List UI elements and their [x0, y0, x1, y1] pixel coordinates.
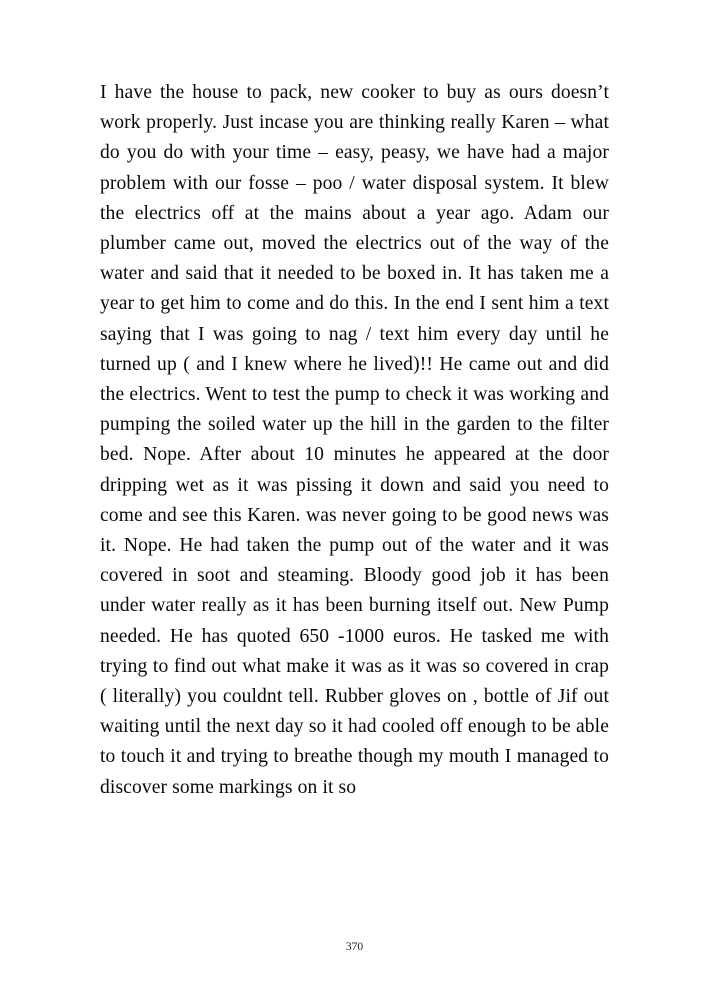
page-number: 370	[345, 941, 364, 953]
body-text	[100, 78, 609, 803]
body-paragraph: I have the house to pack, new cooker to buy as ours doesn’t work properly. Just incase you are thinking really Karen – what do you do with your time – easy, peasy, we have had a major problem with our fosse – poo / water disposal system. It blew the electrics off at the mains about a year ago. Adam our plumber came out, moved the electrics out of the way of the water and said that it needed to be boxed in. It has taken me a year to get him to come and do this. In the end I sent him a text saying that I was going to nag / text him every day until he turned up ( and I knew where he lived)!! He came out and did the electrics. Went to test the pump to check it was working and pumping the soiled water up the hill in the garden to the filter bed. Nope. After about 10 minutes he appeared at the door dripping wet as it was pissing it down and said you need to come and see this Karen. was never going to be good news was it. Nope. He had taken the pump out of the water and it was covered in soot and steaming. Bloody good job it has been under water really as it has been burning itself out. New Pump needed. He has quoted 650 -1000 euros. He tasked me with trying to find out what make it was as it was so covered in crap ( literally) you couldnt tell. Rubber gloves on , bottle of Jif out waiting until the next day so it had cooled off enough to be able to touch it and trying to breathe though my mouth I managed to discover some markings on it so	[100, 82, 609, 798]
